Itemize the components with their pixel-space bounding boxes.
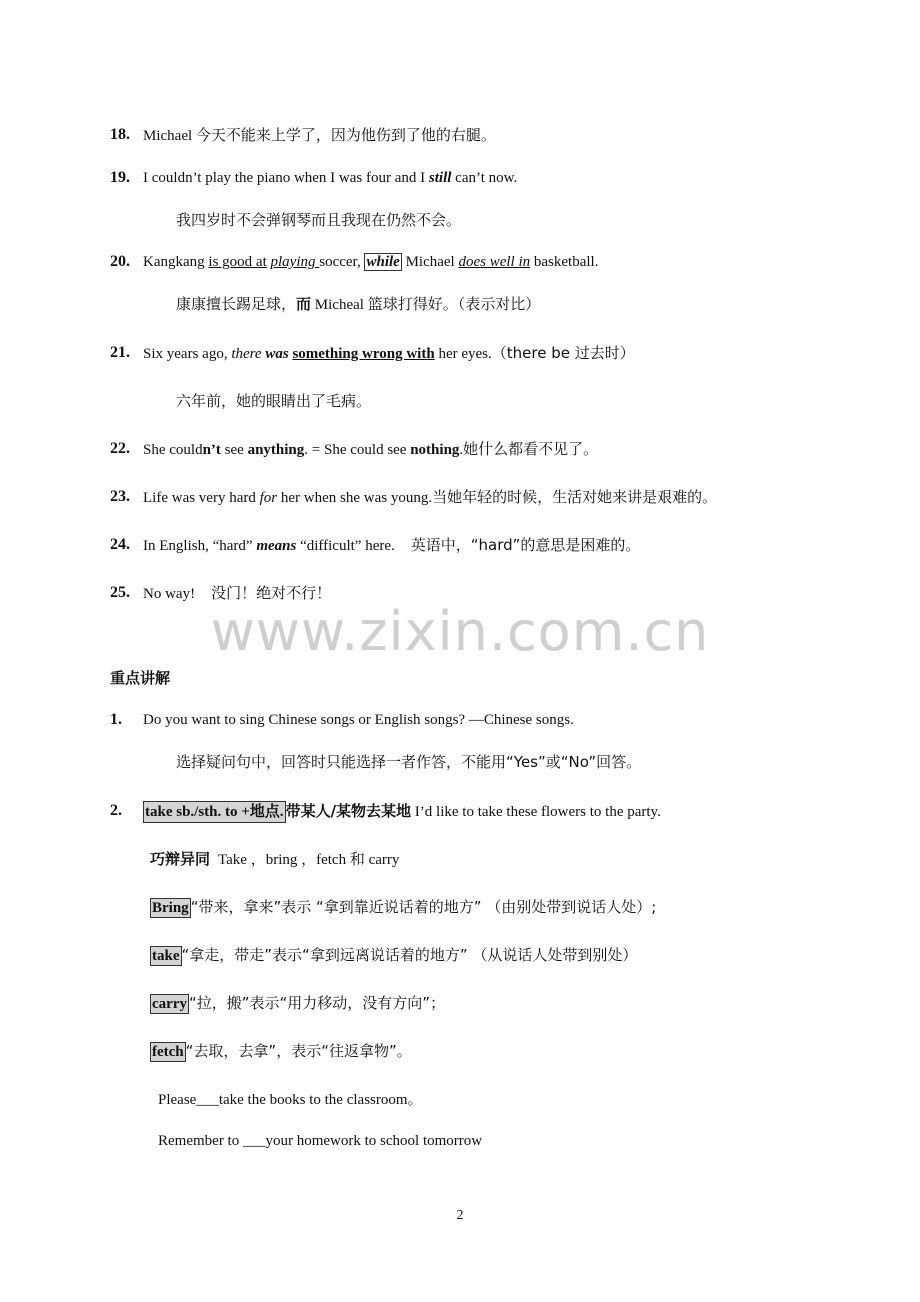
item-number: 21. bbox=[110, 344, 130, 361]
item-number: 20. bbox=[110, 253, 130, 270]
english-text: . = She could see bbox=[304, 442, 411, 458]
emphasis-still: still bbox=[428, 170, 452, 186]
english-text: No way! bbox=[143, 586, 196, 602]
definition-text: “拿走，带走”表示“拿到远离说话着的地方” （从说话人处带到别处） bbox=[181, 946, 638, 964]
item-number: 23. bbox=[110, 488, 130, 505]
word-box: Bring bbox=[152, 900, 189, 916]
emphasis-anything: anything bbox=[247, 442, 305, 458]
phrase-playing: playing bbox=[270, 254, 320, 270]
boxed-phrase: take sb./sth. to +地点. bbox=[143, 801, 286, 823]
emphasis-means: means bbox=[256, 538, 297, 554]
english-text: In English, “hard” bbox=[143, 538, 257, 554]
english-text: Michael bbox=[401, 254, 459, 270]
emphasis-nt: n’t bbox=[202, 442, 221, 458]
word-box: fetch bbox=[152, 1044, 184, 1060]
exercise-text: Please___take the books to the classroom。 bbox=[158, 1092, 423, 1108]
item-number: 24. bbox=[110, 536, 130, 553]
english-text: her when she was young. bbox=[277, 490, 433, 506]
english-text: Michael bbox=[143, 128, 196, 144]
english-text: Life was very hard bbox=[143, 490, 260, 506]
english-text: soccer, bbox=[319, 254, 365, 270]
english-text: Do you want to sing Chinese songs or English songs? —Chinese songs. bbox=[143, 712, 574, 728]
english-text: Kangkang bbox=[143, 254, 209, 270]
chinese-text: 我四岁时不会弹钢琴而且我现在仍然不会。 bbox=[176, 211, 462, 229]
chinese-bold-er: 而 bbox=[296, 295, 312, 313]
chinese-text: 今天不能来上学了，因为他伤到了他的右腿。 bbox=[195, 126, 496, 144]
exercise-text: Remember to ___your homework to school tomorrow bbox=[158, 1133, 483, 1149]
compare-label: 巧辩异同 bbox=[150, 850, 211, 868]
english-text: Six years ago, bbox=[143, 346, 232, 362]
definition-text: “去取，去拿”，表示“往返拿物”。 bbox=[185, 1042, 412, 1060]
definition-text: “拉，搬”表示“用力移动，没有方向”； bbox=[188, 994, 446, 1012]
emphasis-nothing: nothing bbox=[410, 442, 460, 458]
english-example: I’d like to take these flowers to the party. bbox=[411, 804, 661, 820]
chinese-text: 她什么都看不见了。 bbox=[463, 440, 599, 458]
note-text: （there be 过去时） bbox=[491, 344, 635, 362]
boxed-while: while bbox=[366, 254, 400, 270]
emphasis-was: was bbox=[265, 346, 289, 362]
word-box: take bbox=[152, 948, 180, 964]
phrase-something-wrong-with: something wrong with bbox=[292, 346, 435, 362]
english-text: . bbox=[459, 442, 464, 458]
english-name: Micheal bbox=[311, 297, 368, 313]
emphasis-there: there bbox=[231, 346, 262, 362]
chinese-text: 选择疑问句中，回答时只能选择一者作答，不能用“Yes”或“No”回答。 bbox=[176, 753, 642, 771]
chinese-text: 带某人/某物去某地 bbox=[285, 802, 412, 820]
compare-words: Take ，bring ，fetch 和 carry bbox=[218, 852, 400, 868]
english-text: can’t now. bbox=[451, 170, 518, 186]
chinese-text: 没门！绝对不行！ bbox=[211, 584, 332, 602]
word-box: carry bbox=[152, 996, 187, 1012]
chinese-text: 英语中，“hard”的意思是困难的。 bbox=[410, 536, 641, 554]
item-number: 19. bbox=[110, 169, 130, 186]
item-number: 18. bbox=[110, 126, 130, 143]
chinese-text: 当她年轻的时候，生活对她来讲是艰难的。 bbox=[432, 488, 718, 506]
english-text: her eyes. bbox=[434, 346, 492, 362]
english-text: see bbox=[220, 442, 248, 458]
section-heading: 重点讲解 bbox=[110, 669, 171, 687]
english-text: basketball. bbox=[530, 254, 599, 270]
chinese-text: 篮球打得好。（表示对比） bbox=[367, 295, 541, 313]
page-number: 2 bbox=[456, 1208, 464, 1223]
chinese-text: 六年前，她的眼睛出了毛病。 bbox=[176, 392, 372, 410]
english-text: “difficult” here. bbox=[296, 538, 395, 554]
item-number: 25. bbox=[110, 584, 130, 601]
watermark: www.zixin.com.cn bbox=[210, 600, 710, 663]
phrase-is-good-at: is good at bbox=[208, 254, 267, 270]
definition-text: “带来，拿来”表示 “拿到靠近说话着的地方” （由别处带到说话人处）; bbox=[190, 898, 657, 916]
english-text: I couldn’t play the piano when I was four and I bbox=[143, 170, 429, 186]
english-text: She could bbox=[143, 442, 203, 458]
emphasis-for: for bbox=[259, 490, 278, 506]
item-number: 2. bbox=[110, 802, 122, 819]
item-number: 22. bbox=[110, 440, 130, 457]
phrase-does-well-in: does well in bbox=[458, 254, 531, 270]
chinese-text: 康康擅长踢足球， bbox=[176, 295, 297, 313]
item-number: 1. bbox=[110, 711, 122, 728]
